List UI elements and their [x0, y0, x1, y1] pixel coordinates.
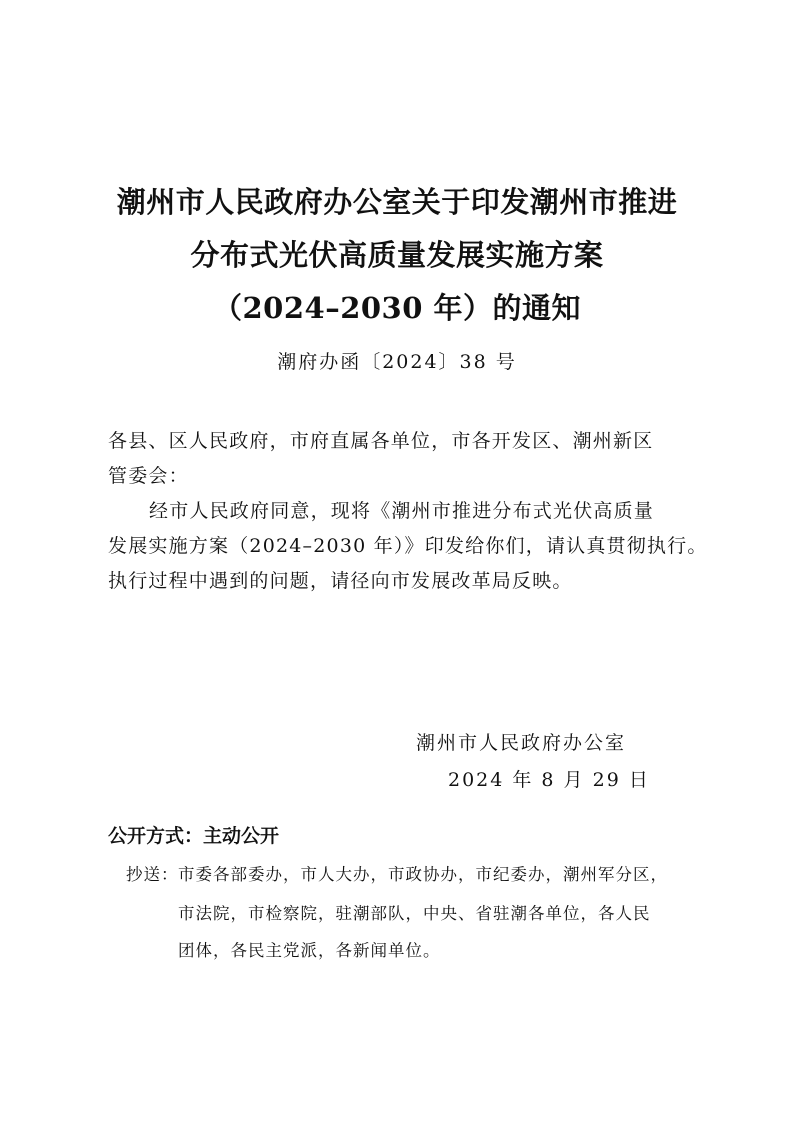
- cc-label: 抄送：: [126, 865, 179, 884]
- cc-line-1: 市委各部委办，市人大办，市政协办，市纪委办，潮州军分区，: [178, 865, 668, 884]
- title-line-2: 分布式光伏高质量发展实施方案: [190, 238, 604, 272]
- signature-date: 2024 年 8 月 29 日: [448, 769, 650, 791]
- signature-office: 潮州市人民政府办公室: [416, 732, 627, 754]
- addressee-line-2: 管委会：: [108, 465, 189, 487]
- title-line-3: （2024–2030 年）的通知: [212, 291, 582, 325]
- body-line-2: 发展实施方案（2024–2030 年）》印发给你们，请认真贯彻执行。: [108, 535, 708, 557]
- addressee-line-1: 各县、区人民政府，市府直属各单位，市各开发区、潮州新区: [108, 430, 654, 452]
- document-title: [60, 176, 734, 335]
- document-number: 潮府办函〔2024〕38 号: [277, 351, 517, 373]
- body-line-3: 执行过程中遇到的问题，请径向市发展改革局反映。: [108, 570, 573, 592]
- title-line-1: 潮州市人民政府办公室关于印发潮州市推进: [116, 185, 678, 219]
- cc-line-2: 市法院，市检察院，驻潮部队，中央、省驻潮各单位，各人民: [178, 904, 651, 923]
- cc-line-3: 团体，各民主党派，各新闻单位。: [178, 941, 441, 960]
- disclosure-method: 公开方式：主动公开: [108, 825, 280, 847]
- body-line-1: 经市人民政府同意，现将《潮州市推进分布式光伏高质量: [149, 500, 655, 522]
